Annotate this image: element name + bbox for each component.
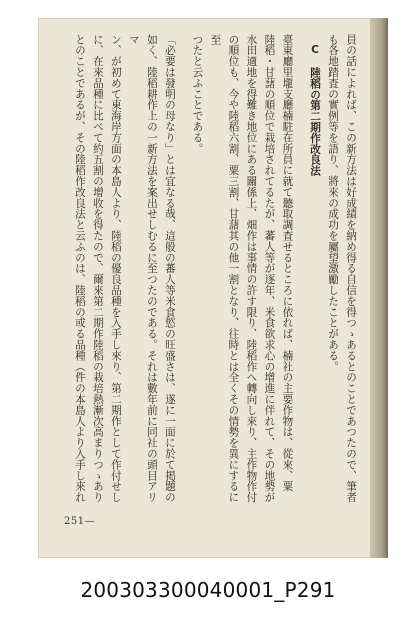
- text-line: も各地踏査の實例等を語り、將來の成功を屬望激勵したことがある。: [327, 34, 339, 372]
- text-line: に、在來品種に比べて約五割の增收を得たので、爾來第二期作陸稻の栽培熱漸次高まりつゝあり: [91, 34, 104, 503]
- text-line: 陸稻・甘藷の順位で栽培されてるたが、蕃人等が逐年、米食欲求心の增進に伴れて、その地勢が: [263, 34, 276, 503]
- text-line: 臺東廳里壠支廳楠駐在所員に就て聽取調査せるところに依れば、楠社の主要作物は、從來、粟: [281, 34, 294, 492]
- text-line: 「必要は發明の母なり」とは宜なる哉、這般の蕃人等米食慾の旺盛さは、遂に一面に於て掲題の: [163, 34, 176, 503]
- text-line: の順位も、今や陸稻六割、粟三割、甘藷其の他一割となり、往時とは全くその情勢を異にするに至: [209, 34, 240, 503]
- page-number: 251—: [64, 516, 96, 527]
- image-caption: 200303300040001_P291: [80, 578, 336, 602]
- page-number-value: 251: [64, 516, 85, 527]
- text-line: 如く、陸稻耕作上の一新方法を案出せしむるに至つたのである。それは數年前に同社の頭目アリマ: [127, 34, 158, 503]
- text-line: つたと云ふことである。: [191, 34, 204, 154]
- book-spine: [370, 18, 388, 558]
- text-line: とのことであるが、その陸稻作改良法と云ふのは、陸稻の或る品種（件の本島人より入手し來れ: [73, 34, 86, 503]
- vertical-text-block: [60, 34, 360, 504]
- section-heading: C 陸稻の第二期作改良法: [309, 44, 321, 177]
- text-line: 水田適地を得難き地位にある關係上、畑作は事情の許す限り、陸稻作へ轉向し來り、主作物作付: [245, 34, 258, 503]
- text-line: ン、が初めて東海岸方面の本島人より、陸稻の優良品種を入手し來り、第二期作として作付せし: [109, 34, 122, 503]
- text-line: 員の話によれば、この新方法は好成績を納め得る自信を得つゝあるとのことであつたので、筆者: [345, 34, 357, 503]
